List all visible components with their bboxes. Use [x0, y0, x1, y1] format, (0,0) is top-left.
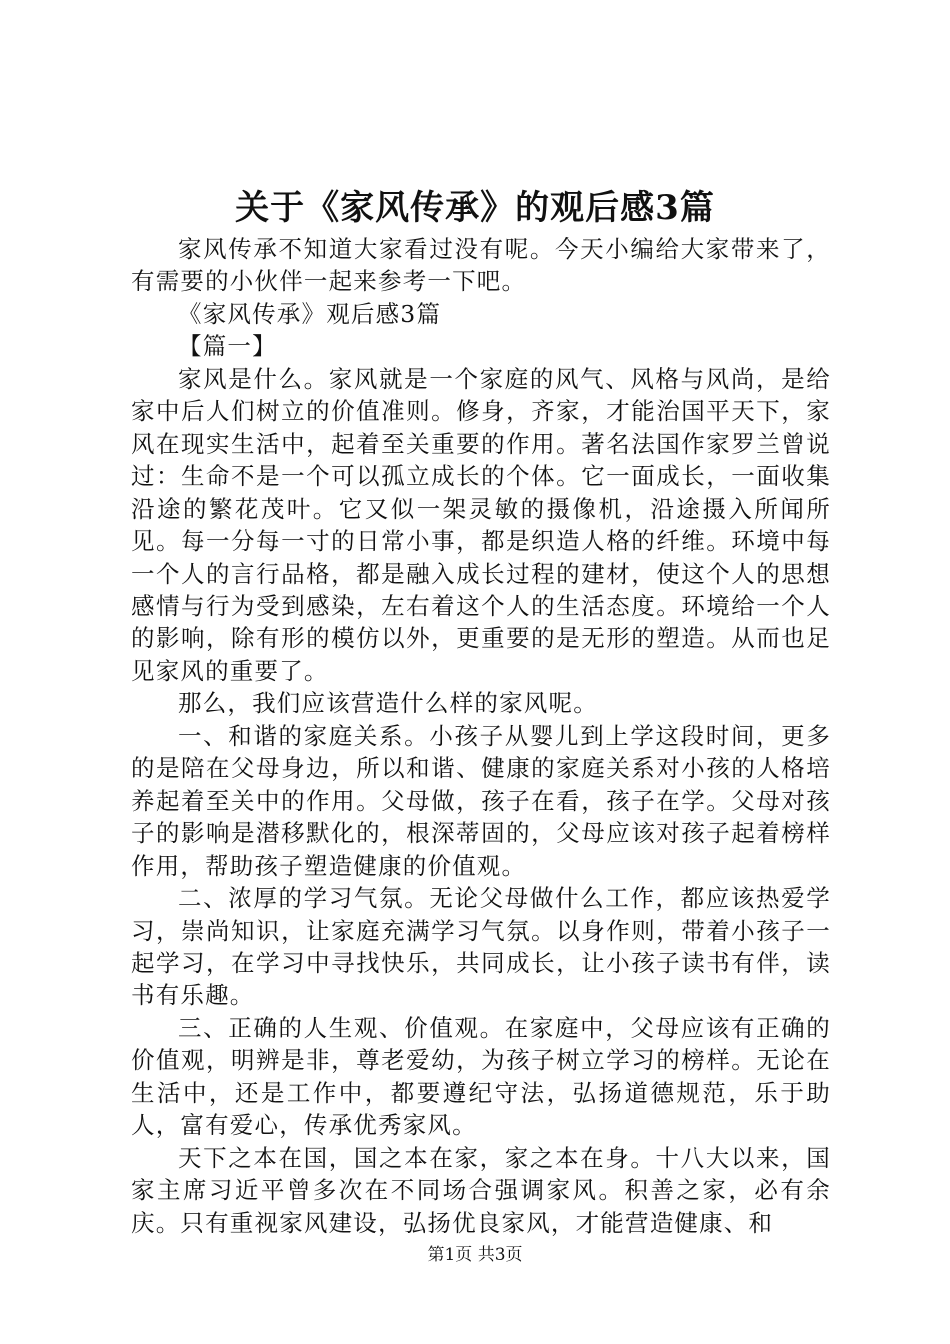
paragraph-point-two: 二、浓厚的学习气氛。无论父母做什么工作，都应该热爱学习，崇尚知识，让家庭充满学习气氛。以身作则，带着小孩子一起学习，在学习中寻找快乐，共同成长，让小孩子读书有伴，读书有乐趣。 [131, 884, 831, 1010]
paragraph-what-is-family-style: 家风是什么。家风就是一个家庭的风气、风格与风尚，是给家中后人们树立的价值准则。修身，齐家，才能治国平天下，家风在现实生活中，起着至关重要的作用。著名法国作家罗兰曾说过：生命不是一个可以孤立成长的个体。它一面成长，一面收集沿途的繁花茂叶。它又似一架灵敏的摄像机，沿途摄入所闻所见。每一分每一寸的日常小事，都是织造人格的纤维。环境中每一个人的言行品格，都是融入成长过程的建材，使这个人的思想感情与行为受到感染，左右着这个人的生活态度。环境给一个人的影响，除有形的模仿以外，更重要的是无形的塑造。从而也足见家风的重要了。 [131, 364, 831, 685]
document-body [131, 233, 831, 1239]
paragraph-point-one: 一、和谐的家庭关系。小孩子从婴儿到上学这段时间，更多的是陪在父母身边，所以和谐、健康的家庭关系对小孩的人格培养起着至关中的作用。父母做，孩子在看，孩子在学。父母对孩子的影响是潜移默化的，根深蒂固的，父母应该对孩子起着榜样作用，帮助孩子塑造健康的价值观。 [131, 721, 831, 880]
paragraph-conclusion: 天下之本在国，国之本在家，家之本在身。十八大以来，国家主席习近平曾多次在不同场合强调家风。积善之家，必有余庆。只有重视家风建设，弘扬优良家风，才能营造健康、和 [131, 1143, 831, 1237]
page-number-footer: 第1页 共3页 [427, 1245, 523, 1265]
paragraph-subtitle: 《家风传承》观后感3篇 [178, 299, 442, 328]
paragraph-question: 那么，我们应该营造什么样的家风呢。 [178, 689, 598, 718]
paragraph-point-three: 三、正确的人生观、价值观。在家庭中，父母应该有正确的价值观，明辨是非，尊老爱幼，为孩子树立学习的榜样。无论在生活中，还是工作中，都要遵纪守法，弘扬道德规范，乐于助人，富有爱心，传承优秀家风。 [131, 1013, 831, 1140]
paragraph-section-heading: 【篇一】 [178, 332, 277, 361]
document-title: 关于《家风传承》的观后感3篇 [235, 188, 715, 228]
paragraph-intro: 家风传承不知道大家看过没有呢。今天小编给大家带来了，有需要的小伙伴一起来参考一下吧。 [131, 235, 831, 296]
